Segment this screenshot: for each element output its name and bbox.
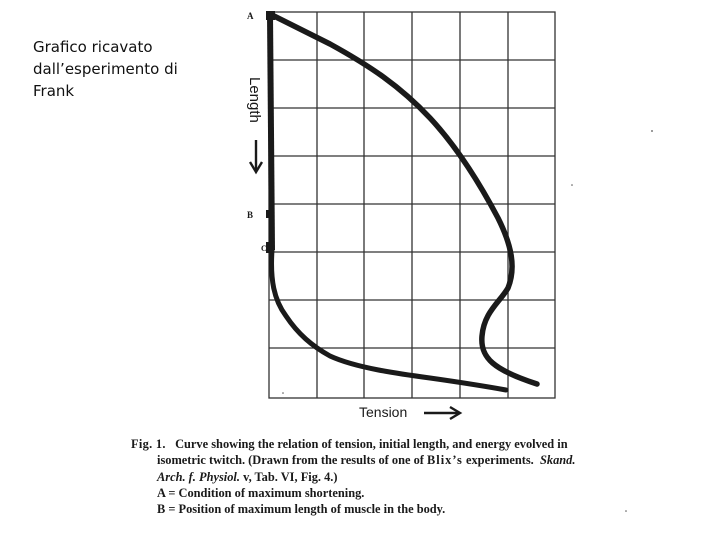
point-a-label: A: [247, 11, 254, 21]
caption-line-2: [131, 452, 691, 468]
caption-line-2-tail: experiments.: [465, 453, 534, 468]
caption-author-name: Blix’s: [427, 453, 463, 468]
caption-line-2-text: isometric twitch. (Drawn from the results of one of: [157, 453, 424, 468]
slide-title-line-1: Grafico ricavato: [33, 38, 153, 56]
point-b-marker: [266, 210, 274, 218]
caption-fig-label: Fig. 1.: [131, 437, 166, 451]
slide-title-line-3: Frank: [33, 82, 75, 100]
point-b-label: B: [247, 210, 254, 220]
slide-title-line-2: dall’esperimento di: [33, 60, 178, 78]
figure-grid: [269, 12, 555, 398]
point-a-marker: [266, 11, 275, 20]
caption-line-1: [131, 436, 691, 452]
arrow-right-icon: [424, 407, 460, 419]
x-axis-label: Tension: [359, 404, 408, 420]
caption-line-2-ref: Skand.: [539, 453, 576, 468]
total-tension-curve: [270, 14, 537, 384]
figure-caption: [131, 436, 691, 517]
caption-line-5: B = Position of maximum length of muscle in the body.: [157, 502, 446, 517]
caption-line-1-text: Curve showing the relation of tension, initial length, and energy evolved in: [175, 437, 568, 451]
scan-speck: [282, 392, 284, 394]
caption-line-4: A = Condition of maximum shortening.: [157, 485, 365, 500]
caption-line-3: [131, 469, 691, 485]
arrow-down-icon: [250, 140, 262, 172]
caption-line-3-tail: v, Tab. VI, Fig. 4.): [243, 469, 338, 484]
point-c-marker: [266, 242, 273, 253]
caption-line-3-ref: Arch. f. Physiol.: [157, 469, 240, 484]
scan-speck: [651, 130, 653, 132]
y-axis-label: Length: [246, 77, 263, 123]
resting-tension-curve: [272, 250, 506, 390]
scan-speck: [571, 184, 573, 186]
point-c-label: C: [261, 244, 267, 253]
